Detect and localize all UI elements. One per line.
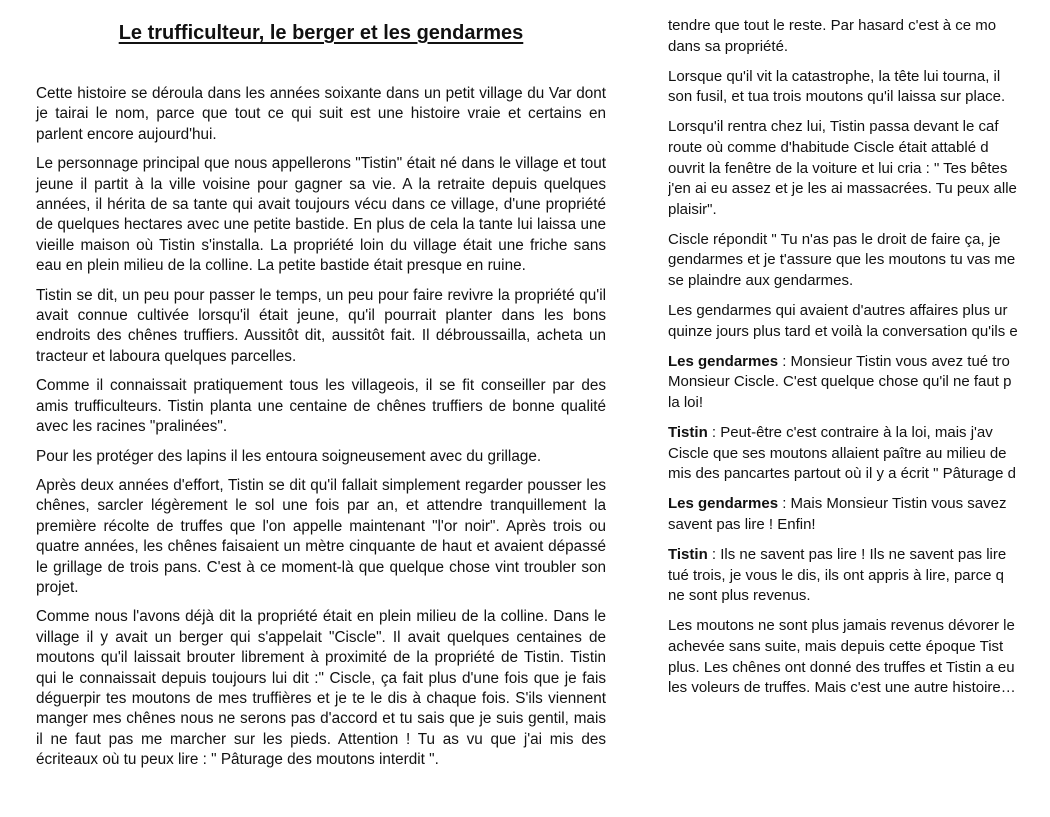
paragraph: Pour les protéger des lapins il les entoura soigneusement avec du grillage. bbox=[36, 447, 542, 465]
text-line: gendarmes et je t'assure que les moutons tu vas me bbox=[668, 251, 1016, 269]
paragraph: Cette histoire se déroula dans les années soixante dans un petit village du Var dont je tairai le nom, parce que tout ce qui suit est une histoire vraie et certains en parlent encore aujourd'hui. bbox=[36, 85, 606, 143]
text-line: Lorsque qu'il vit la catastrophe, la tête lui tourna, il bbox=[668, 67, 1001, 85]
text-line: les voleurs de truffes. Mais c'est une autre histoire… bbox=[668, 679, 1016, 697]
text-line: Tistin : Ils ne savent pas lire ! Ils ne savent pas lire bbox=[668, 546, 1007, 564]
text-line: Monsieur Ciscle. C'est quelque chose qu'il ne faut p bbox=[668, 373, 1012, 391]
text-line: j'en ai eu assez et je les ai massacrées. Tu peux alle bbox=[668, 180, 1017, 198]
right-paragraphs bbox=[668, 16, 1040, 699]
paragraph: Tistin se dit, un peu pour passer le temps, un peu pour faire revivre la propriété qu'il avait connue cultivée lorsqu'il était jeune, qu'il pourrait planter dans les bons endroits des chênes truffiers. Aussitôt dit, aussitôt fait. Il débroussailla, acheta un tracteur et laboura quelques parcelles. bbox=[36, 286, 606, 365]
text-line: achevée sans suite, mais depuis cette époque Tist bbox=[668, 637, 1004, 655]
paragraph: Le personnage principal que nous appellerons "Tistin" était né dans le village et tout jeune il partit à la ville voisine pour gagner sa vie. A la retraite depuis quelques années, il hérita de sa tante qui avait toujours vécu dans ce village, d'une propriété de quelques hectares avec une petite bastide. En plus de cela la tante lui laissa une vieille maison où Tistin s'installa. La propriété loin du village était une friche sans eau en plein milieu de la colline. La petite bastide était presque en ruine. bbox=[36, 155, 606, 275]
dialogue-paragraph bbox=[668, 352, 1040, 414]
speaker-name: Les gendarmes bbox=[668, 352, 779, 370]
story-title: Le trufficulteur, le berger et les gendarmes bbox=[118, 22, 524, 44]
text-line: dans sa propriété. bbox=[668, 37, 789, 55]
text-line: tendre que tout le reste. Par hasard c'est à ce mo bbox=[668, 17, 997, 34]
text-line: la loi! bbox=[668, 394, 704, 411]
left-paragraphs bbox=[36, 84, 606, 771]
text-line: savent pas lire ! Enfin! bbox=[668, 515, 816, 533]
paragraph bbox=[668, 67, 1040, 108]
dialogue-paragraph bbox=[668, 545, 1040, 607]
text-line: Tistin : Peut-être c'est contraire à la loi, mais j'av bbox=[668, 424, 993, 442]
text-line: Ciscle répondit " Tu n'as pas le droit de faire ça, je bbox=[668, 230, 1001, 248]
dialogue-paragraph bbox=[668, 494, 1040, 535]
text-line: Les gendarmes : Mais Monsieur Tistin vous savez bbox=[668, 495, 1007, 513]
text-line: se plaindre aux gendarmes. bbox=[668, 272, 854, 290]
text-line: Lorsqu'il rentra chez lui, Tistin passa devant le caf bbox=[668, 118, 999, 136]
paragraph: Après deux années d'effort, Tistin se dit qu'il fallait simplement regarder pousser les chênes, sarcler légèrement le sol une fois par an, et attendre tranquillement la première récolte de truffes que l'on appelle maintenant "l'or noir". Après trois ou quatre années, les chênes faisaient un mètre cinquante de haut et avaient dépassé le grillage de trois pans. C'est à ce moment-là que quelque chose vint troubler son projet. bbox=[36, 476, 606, 596]
speaker-name: Les gendarmes bbox=[668, 495, 779, 513]
right-column bbox=[668, 0, 1050, 817]
paragraph bbox=[668, 616, 1040, 698]
speaker-name: Tistin bbox=[668, 546, 708, 564]
text-line: son fusil, et tua trois moutons qu'il laissa sur place. bbox=[668, 88, 1006, 106]
paragraph bbox=[668, 230, 1040, 292]
text-line: plaisir". bbox=[668, 200, 717, 218]
text-line: ne sont plus revenus. bbox=[668, 587, 811, 605]
paragraph bbox=[668, 301, 1040, 342]
text-line: tué trois, je vous le dis, ils ont appris à lire, parce q bbox=[668, 566, 1004, 584]
left-column bbox=[36, 0, 606, 771]
text-line: Les moutons ne sont plus jamais revenus dévorer le bbox=[668, 617, 1015, 635]
text-line: ouvrit la fenêtre de la voiture et lui cria : " Tes bêtes bbox=[668, 159, 1008, 177]
text-line: Les gendarmes : Monsieur Tistin vous avez tué tro bbox=[668, 352, 1010, 370]
paragraph bbox=[668, 117, 1040, 220]
paragraph: Comme nous l'avons déjà dit la propriété était en plein milieu de la colline. Dans le village il y avait un berger qui s'appelait "Ciscle". Il avait quelques centaines de moutons qu'il laissait brouter librement à proximité de la propriété de Tistin. Tistin qui le connaissait depuis toujours lui dit :" Ciscle, ça fait plus d'une fois que je fais déguerpir tes moutons de mes truffières et je te le dis à chaque fois. S'ils viennent manger mes chênes nous ne serons pas d'accord et tu sais que je suis gentil, mais il ne faut pas me marcher sur les pieds. Attention ! Tu as vu que j'ai mis des écriteaux où tu peux lire : " Pâturage des moutons interdit ". bbox=[36, 608, 606, 769]
dialogue-paragraph bbox=[668, 423, 1040, 485]
speaker-name: Tistin bbox=[668, 424, 708, 442]
text-line: mis des pancartes partout où il y a écrit " Pâturage d bbox=[668, 465, 1017, 483]
text-line: Ciscle que ses moutons allaient paître au milieu de bbox=[668, 444, 1007, 462]
text-line: route où comme d'habitude Ciscle était attablé d bbox=[668, 138, 989, 156]
text-line: quinze jours plus tard et voilà la conversation qu'ils e bbox=[668, 322, 1018, 340]
text-line: Les gendarmes qui avaient d'autres affaires plus ur bbox=[668, 302, 1008, 320]
paragraph: Comme il connaissait pratiquement tous les villageois, il se fit conseiller par des amis trufficulteurs. Tistin planta une centaine de chênes truffiers de bonne qualité avec les racines "pralinées". bbox=[36, 377, 606, 436]
text-line: plus. Les chênes ont donné des truffes et Tistin a eu bbox=[668, 658, 1015, 676]
paragraph bbox=[668, 16, 1040, 57]
